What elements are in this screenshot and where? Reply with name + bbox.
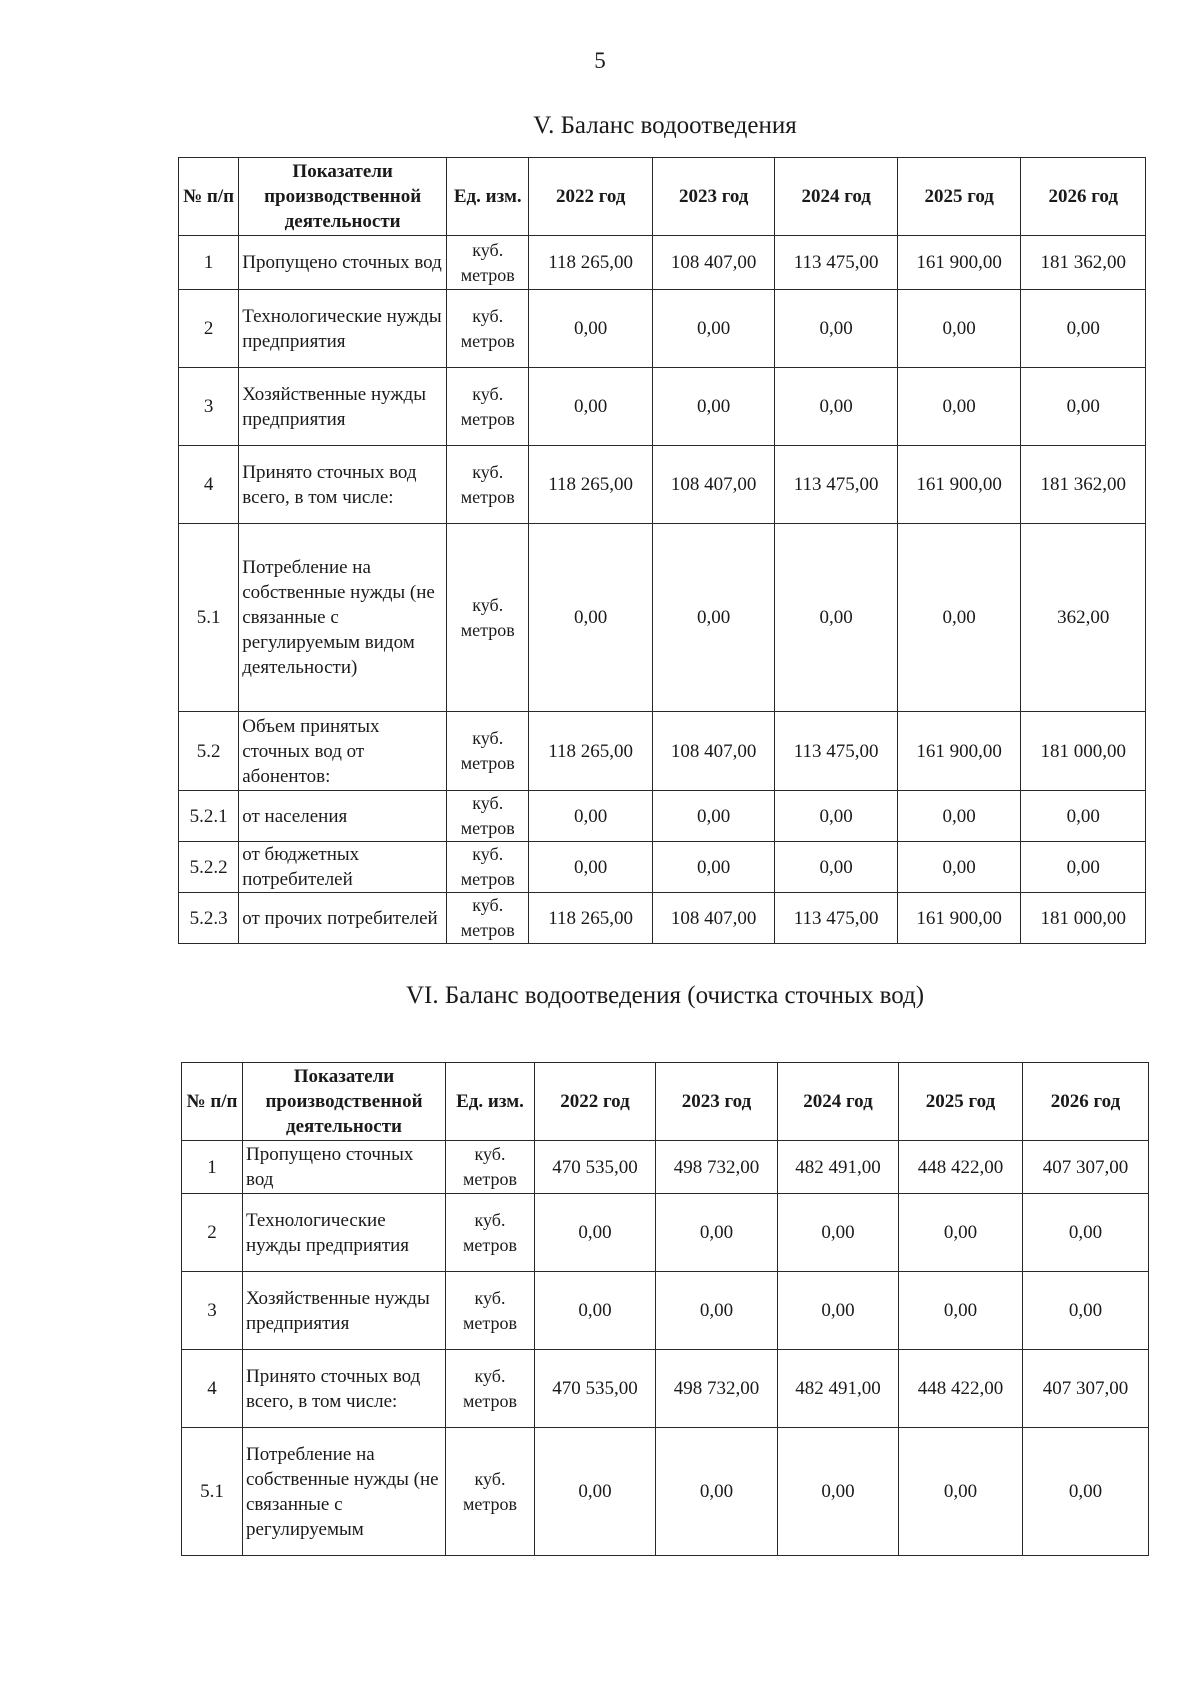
row-value: 0,00: [1021, 290, 1146, 368]
table-row: [179, 236, 1146, 290]
header-year: 2022 год: [535, 1063, 656, 1141]
row-value: 113 475,00: [775, 712, 898, 791]
row-value: 0,00: [535, 1428, 656, 1556]
row-number: 5.2.3: [179, 893, 239, 944]
row-value: 161 900,00: [897, 236, 1021, 290]
header-indicator: Показатели производственной деятельности: [239, 158, 447, 236]
row-value: 0,00: [778, 1272, 899, 1350]
row-value: 113 475,00: [775, 236, 898, 290]
row-indicator: Технологические нужды предприятия: [239, 290, 447, 368]
row-value: 0,00: [652, 842, 775, 893]
row-value: 482 491,00: [778, 1350, 899, 1428]
table-row: [179, 290, 1146, 368]
table-row: [182, 1141, 1149, 1194]
table-row: [179, 446, 1146, 524]
row-value: 0,00: [897, 842, 1021, 893]
row-value: 0,00: [897, 524, 1021, 712]
row-number: 5.2: [179, 712, 239, 791]
row-value: 407 307,00: [1023, 1350, 1149, 1428]
row-unit: куб. метров: [446, 1141, 535, 1194]
row-value: 0,00: [1021, 842, 1146, 893]
row-indicator: Пропущено сточных вод: [239, 236, 447, 290]
row-indicator: Потребление на собственные нужды (не связанные с регулируемым: [243, 1428, 446, 1556]
row-value: 0,00: [897, 368, 1021, 446]
row-value: 0,00: [529, 524, 653, 712]
row-number: 4: [179, 446, 239, 524]
row-value: 0,00: [656, 1272, 778, 1350]
row-value: 108 407,00: [652, 236, 775, 290]
row-value: 0,00: [652, 791, 775, 842]
header-year: 2025 год: [897, 158, 1021, 236]
row-indicator: от населения: [239, 791, 447, 842]
row-unit: куб. метров: [446, 1194, 535, 1272]
row-value: 108 407,00: [652, 446, 775, 524]
header-year: 2024 год: [778, 1063, 899, 1141]
row-value: 498 732,00: [656, 1350, 778, 1428]
header-num: № п/п: [179, 158, 239, 236]
table-row: [179, 842, 1146, 893]
row-value: 448 422,00: [899, 1141, 1023, 1194]
row-indicator: Хозяйственные нужды предприятия: [239, 368, 447, 446]
row-value: 448 422,00: [899, 1350, 1023, 1428]
header-year: 2023 год: [656, 1063, 778, 1141]
row-value: 470 535,00: [535, 1350, 656, 1428]
row-value: 118 265,00: [529, 236, 653, 290]
row-value: 498 732,00: [656, 1141, 778, 1194]
page-number: 5: [594, 48, 606, 73]
row-value: 0,00: [1021, 368, 1146, 446]
row-value: 0,00: [899, 1428, 1023, 1556]
row-indicator: Потребление на собственные нужды (не связанные с регулируемым видом деятельности): [239, 524, 447, 712]
row-value: 0,00: [1021, 791, 1146, 842]
row-number: 2: [179, 290, 239, 368]
row-number: 2: [182, 1194, 243, 1272]
row-value: 0,00: [652, 524, 775, 712]
row-unit: куб. метров: [447, 791, 529, 842]
row-value: 0,00: [775, 368, 898, 446]
header-unit: Ед. изм.: [447, 158, 529, 236]
row-value: 0,00: [897, 290, 1021, 368]
row-value: 0,00: [529, 290, 653, 368]
row-value: 0,00: [652, 290, 775, 368]
row-value: 0,00: [529, 368, 653, 446]
row-indicator: Пропущено сточных вод: [243, 1141, 446, 1194]
row-value: 0,00: [775, 290, 898, 368]
row-unit: куб. метров: [447, 290, 529, 368]
row-indicator: Принято сточных вод всего, в том числе:: [239, 446, 447, 524]
row-value: 0,00: [899, 1272, 1023, 1350]
table-row: [182, 1350, 1149, 1428]
header-year: 2025 год: [899, 1063, 1023, 1141]
wastewater-treatment-balance-table: [181, 1062, 1149, 1556]
row-indicator: Технологические нужды предприятия: [243, 1194, 446, 1272]
row-value: 118 265,00: [529, 712, 653, 791]
header-year: 2026 год: [1021, 158, 1146, 236]
row-number: 4: [182, 1350, 243, 1428]
row-number: 1: [179, 236, 239, 290]
row-value: 470 535,00: [535, 1141, 656, 1194]
row-value: 0,00: [529, 791, 653, 842]
row-unit: куб. метров: [447, 712, 529, 791]
row-value: 362,00: [1021, 524, 1146, 712]
row-value: 108 407,00: [652, 893, 775, 944]
table-row: [182, 1194, 1149, 1272]
row-unit: куб. метров: [447, 446, 529, 524]
row-value: 0,00: [897, 791, 1021, 842]
row-value: 113 475,00: [775, 446, 898, 524]
row-value: 0,00: [535, 1194, 656, 1272]
table-row: [179, 712, 1146, 791]
table-row: [182, 1428, 1149, 1556]
row-value: 161 900,00: [897, 446, 1021, 524]
row-value: 0,00: [1023, 1272, 1149, 1350]
row-value: 482 491,00: [778, 1141, 899, 1194]
row-value: 118 265,00: [529, 893, 653, 944]
row-indicator: от прочих потребителей: [239, 893, 447, 944]
row-number: 3: [179, 368, 239, 446]
header-year: 2026 год: [1023, 1063, 1149, 1141]
row-value: 0,00: [656, 1194, 778, 1272]
header-num: № п/п: [182, 1063, 243, 1141]
header-year: 2023 год: [652, 158, 775, 236]
row-value: 181 000,00: [1021, 893, 1146, 944]
row-value: 0,00: [775, 842, 898, 893]
row-number: 5.2.2: [179, 842, 239, 893]
row-value: 181 362,00: [1021, 446, 1146, 524]
row-number: 5.1: [182, 1428, 243, 1556]
row-value: 0,00: [652, 368, 775, 446]
row-unit: куб. метров: [447, 893, 529, 944]
table-row: [179, 524, 1146, 712]
row-number: 5.1: [179, 524, 239, 712]
row-unit: куб. метров: [447, 842, 529, 893]
section-title: V. Баланс водоотведения: [533, 112, 797, 139]
row-value: 118 265,00: [529, 446, 653, 524]
row-value: 0,00: [535, 1272, 656, 1350]
row-unit: куб. метров: [447, 524, 529, 712]
row-indicator: Объем принятых сточных вод от абонентов:: [239, 712, 447, 791]
row-number: 3: [182, 1272, 243, 1350]
row-unit: куб. метров: [446, 1428, 535, 1556]
row-value: 0,00: [775, 524, 898, 712]
row-indicator: Принято сточных вод всего, в том числе:: [243, 1350, 446, 1428]
row-value: 0,00: [529, 842, 653, 893]
row-indicator: Хозяйственные нужды предприятия: [243, 1272, 446, 1350]
table-row: [179, 368, 1146, 446]
row-value: 407 307,00: [1023, 1141, 1149, 1194]
row-unit: куб. метров: [446, 1350, 535, 1428]
row-value: 161 900,00: [897, 893, 1021, 944]
row-value: 113 475,00: [775, 893, 898, 944]
table-row: [179, 893, 1146, 944]
row-value: 0,00: [1023, 1194, 1149, 1272]
row-value: 0,00: [778, 1194, 899, 1272]
row-value: 0,00: [1023, 1428, 1149, 1556]
row-value: 108 407,00: [652, 712, 775, 791]
water-disposal-balance-table: [178, 157, 1146, 944]
row-value: 0,00: [775, 791, 898, 842]
row-number: 5.2.1: [179, 791, 239, 842]
header-indicator: Показатели производственной деятельности: [243, 1063, 446, 1141]
row-value: 0,00: [899, 1194, 1023, 1272]
section-title: VI. Баланс водоотведения (очистка сточных вод): [405, 982, 925, 1009]
table-row: [179, 791, 1146, 842]
row-unit: куб. метров: [447, 236, 529, 290]
row-value: 0,00: [778, 1428, 899, 1556]
row-unit: куб. метров: [447, 368, 529, 446]
table-row: [182, 1272, 1149, 1350]
row-indicator: от бюджетных потребителей: [239, 842, 447, 893]
row-value: 0,00: [656, 1428, 778, 1556]
header-year: 2022 год: [529, 158, 653, 236]
header-year: 2024 год: [775, 158, 898, 236]
row-value: 161 900,00: [897, 712, 1021, 791]
row-value: 181 362,00: [1021, 236, 1146, 290]
header-unit: Ед. изм.: [446, 1063, 535, 1141]
row-unit: куб. метров: [446, 1272, 535, 1350]
row-number: 1: [182, 1141, 243, 1194]
row-value: 181 000,00: [1021, 712, 1146, 791]
